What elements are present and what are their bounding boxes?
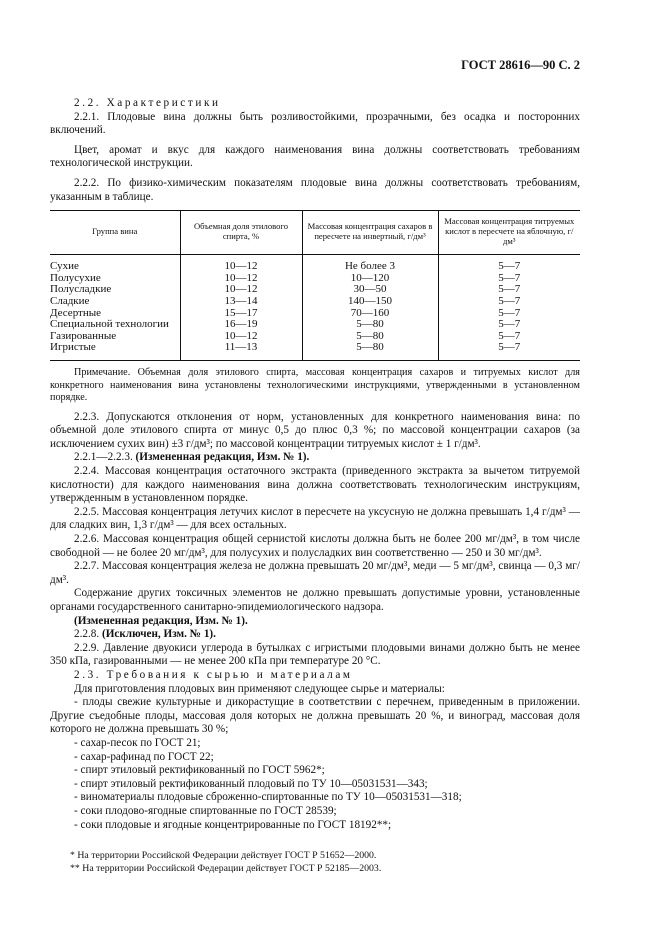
cell-acids: 5—7	[438, 331, 580, 343]
paragraph-2-2-3: 2.2.3. Допускаются отклонения от норм, установленных для конкретного наименования вина: по объемной доле этилового спирта от минус 0,5 до плюс 0,3 %; по массовой концентрации сахаров (за исключением сухих вин) ±3 г/дм³; по массовой концентрации титруемых кислот ± 1 г/дм³.	[50, 410, 580, 450]
page-header: ГОСТ 28616—90 С. 2	[461, 58, 580, 72]
paragraph-2-3-intro: Для приготовления плодовых вин применяют следующее сырье и материалы:	[74, 682, 445, 695]
amendment-note: (Измененная редакция, Изм. № 1).	[74, 614, 248, 627]
excluded-label: (Исключен, Изм. № 1).	[101, 628, 216, 641]
paragraph-toxic: Содержание других токсичных элементов не должно превышать допустимые уровни, установленные органами государственного санитарно-эпидемиологического надзора.	[50, 587, 580, 613]
cell-sugars: 5—80	[302, 342, 438, 360]
cell-sugars: Не более 3	[302, 255, 438, 273]
paragraph-2-2-9: 2.2.9. Давление двуокиси углерода в бутылках с игристыми плодовыми винами должно быть не менее 350 кПа, газированными — не менее 200 кПа при температуре 20 °С.	[50, 641, 580, 668]
footnote: ** На территории Российской Федерации действует ГОСТ Р 52185—2003.	[70, 862, 382, 874]
list-item: - соки плодово-ягодные спиртованные по ГОСТ 28539;	[74, 804, 337, 817]
table-row	[50, 342, 580, 360]
cell-group: Сухие	[50, 260, 79, 273]
list-item: - соки плодовые и ягодные концентрированные по ГОСТ 18192**;	[74, 818, 392, 831]
paragraph-2-2-1-3	[50, 451, 580, 465]
cell-sugars: 10—120	[302, 273, 438, 285]
cell-alcohol: 10—12	[180, 273, 302, 285]
table-row	[50, 296, 580, 308]
cell-sugars: 140—150	[302, 296, 438, 308]
cell-sugars: 5—80	[302, 331, 438, 343]
table-row	[50, 255, 580, 273]
cell-acids: 5—7	[438, 319, 580, 331]
cell-acids: 5—7	[438, 273, 580, 285]
ref-label: 2.2.8.	[74, 628, 100, 641]
cell-sugars: 5—80	[302, 319, 438, 331]
list-item-fruits: - плоды свежие культурные и дикорастущие в соответствии с перечнем, приведенным в приложении. Другие съедобные плоды, массовая доля которых не должна превышать 20 %, и виноград, массовая доля которого не должна превышать 30 %;	[50, 696, 580, 736]
cell-group: Газированные	[50, 329, 117, 342]
paragraph-2-2-8	[50, 628, 580, 642]
table-header-sugars: Массовая концентрация сахаров в пересчете на инвертный, г/дм³	[302, 211, 438, 255]
cell-alcohol: 13—14	[180, 296, 302, 308]
footnotes	[50, 850, 580, 875]
paragraph-2-2-1: 2.2.1. Плодовые вина должны быть розливостойкими, прозрачными, без осадка и посторонних включений.	[50, 110, 580, 137]
cell-group: Десертные	[50, 306, 102, 319]
paragraph-color: Цвет, аромат и вкус для каждого наименования вина должны соответствовать требованиям технологической инструкции.	[50, 143, 580, 170]
list-item: - виноматериалы плодовые сброженно-спиртованные по ТУ 10—05031531—318;	[74, 791, 462, 804]
table-note: Примечание. Объемная доля этилового спирта, массовая концентрация сахаров и титруемых кислот для конкретного наименования вина установлены технологическими инструкциями, утвержденными в установленном порядке.	[50, 366, 580, 404]
cell-alcohol: 10—12	[180, 331, 302, 343]
list-item: - спирт этиловый ректификованный по ГОСТ 5962*;	[74, 764, 325, 777]
list-item: - сахар-рафинад по ГОСТ 22;	[74, 750, 214, 763]
ref-label: 2.2.1—2.2.3.	[74, 451, 133, 464]
table-row	[50, 319, 580, 331]
cell-group: Игристые	[50, 342, 180, 360]
cell-group: Сладкие	[50, 294, 90, 307]
list-item: - спирт этиловый ректификованный плодовый по ТУ 10—05031531—343;	[74, 777, 428, 790]
cell-alcohol: 10—12	[180, 284, 302, 296]
table-header-alcohol: Объемная доля этилового спирта, %	[180, 211, 302, 255]
paragraph-2-2-2: 2.2.2. По физико-химическим показателям плодовые вина должны соответствовать требованиям, указанным в таблице.	[50, 176, 580, 203]
paragraph-2-2-6: 2.2.6. Массовая концентрация общей сернистой кислоты должна быть не более 200 мг/дм³, в том числе свободной — не более 20 мг/дм³, для полусухих и полусладких вин соответственно — 250 и 30 мг/дм³.	[50, 533, 580, 559]
cell-group: Полусухие	[50, 271, 101, 284]
document-page	[50, 58, 580, 875]
paragraph-2-2-7: 2.2.7. Массовая концентрация железа не должна превышать 20 мг/дм³, меди — 5 мг/дм³, свинца — 0,3 мг/дм³.	[50, 560, 580, 586]
wine-parameters-table	[50, 210, 580, 361]
paragraph-2-2-4: 2.2.4. Массовая концентрация остаточного экстракта (приведенного экстракта за вычетом титруемой кислотности) для каждого наименования вина должна соответствовать технологическим инструкциям, утвержденным в установленном порядке.	[50, 465, 580, 505]
list-item: - сахар-песок по ГОСТ 21;	[74, 736, 201, 749]
table-header-group: Группа вина	[50, 211, 180, 255]
cell-alcohol: 11—13	[180, 342, 302, 360]
cell-alcohol: 10—12	[180, 255, 302, 273]
table-header-acids: Массовая концентрация титруемых кислот в пересчете на яблочную, г/дм³	[438, 211, 580, 255]
cell-acids: 5—7	[438, 342, 580, 360]
section-2-3-heading: 2.3. Требования к сырью и материалам	[74, 668, 353, 681]
cell-acids: 5—7	[438, 284, 580, 296]
cell-acids: 5—7	[438, 255, 580, 273]
cell-alcohol: 15—17	[180, 308, 302, 320]
cell-acids: 5—7	[438, 308, 580, 320]
cell-sugars: 30—50	[302, 284, 438, 296]
section-2-2-heading: 2.2. Характеристики	[74, 97, 221, 109]
cell-acids: 5—7	[438, 296, 580, 308]
footnote: * На территории Российской Федерации действует ГОСТ Р 51652—2000.	[70, 850, 377, 862]
cell-group: Полусладкие	[50, 283, 112, 296]
cell-alcohol: 16—19	[180, 319, 302, 331]
paragraph-2-2-5: 2.2.5. Массовая концентрация летучих кислот в пересчете на уксусную не должна превышать 1,4 г/дм³ — для сладких вин, 1,3 г/дм³ — для всех остальных.	[50, 505, 580, 532]
cell-sugars: 70—160	[302, 308, 438, 320]
cell-group: Специальной технологии	[50, 318, 169, 331]
amendment-label: (Измененная редакция, Изм. № 1).	[135, 451, 310, 464]
